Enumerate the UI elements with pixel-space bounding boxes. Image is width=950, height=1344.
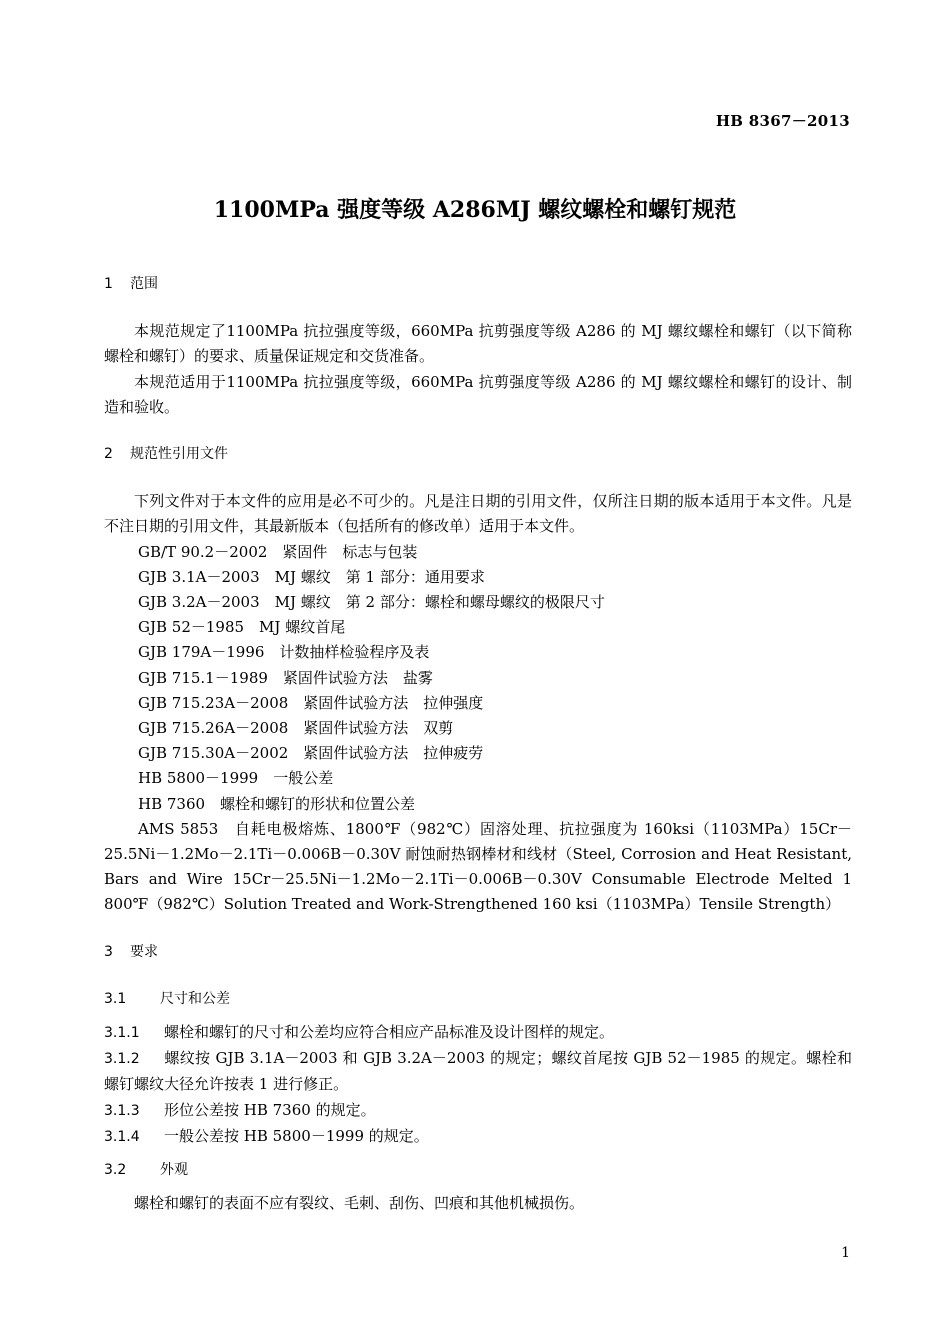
reference-item: GJB 179A－1996 计数抽样检验程序及表 xyxy=(138,643,430,662)
clause-text: 形位公差按 HB 7360 的规定。 xyxy=(164,1100,376,1119)
subsection-title: 外观 xyxy=(160,1162,188,1179)
reference-item: GJB 52－1985 MJ 螺纹首尾 xyxy=(138,618,346,637)
reference-item: HB 5800－1999 一般公差 xyxy=(138,769,334,788)
clause-number: 3.1.2 xyxy=(104,1051,140,1068)
subsection-number: 3.1 xyxy=(104,990,127,1007)
subsection-title: 尺寸和公差 xyxy=(160,990,230,1007)
reference-item: GJB 715.1－1989 紧固件试验方法 盐雾 xyxy=(138,668,433,687)
clause-number: 3.1.1 xyxy=(104,1025,140,1042)
section-1-heading xyxy=(104,272,852,297)
section-title: 规范性引用文件 xyxy=(130,446,228,463)
section-title: 要求 xyxy=(130,943,158,960)
subsection-number: 3.2 xyxy=(104,1162,127,1179)
reference-item: HB 7360 螺栓和螺钉的形状和位置公差 xyxy=(138,794,416,813)
clause-3-1-3 xyxy=(104,1098,852,1124)
clause-text: 一般公差按 HB 5800－1999 的规定。 xyxy=(164,1126,429,1145)
reference-item: GJB 715.23A－2008 紧固件试验方法 拉伸强度 xyxy=(138,693,484,712)
clause-text: 螺栓和螺钉的尺寸和公差均应符合相应产品标准及设计图样的规定。 xyxy=(164,1023,615,1042)
reference-item: GJB 3.1A－2003 MJ 螺纹 第 1 部分：通用要求 xyxy=(138,567,485,586)
section-number: 1 xyxy=(104,276,113,292)
document-body xyxy=(104,272,852,1217)
clause-text: 螺纹按 GJB 3.1A－2003 和 GJB 3.2A－2003 的规定；螺纹首尾按 GJB 52－1985 的规定。螺栓和螺钉螺纹大径允许按表 1 进行修正。 xyxy=(104,1049,852,1094)
reference-item: GJB 715.30A－2002 紧固件试验方法 拉伸疲劳 xyxy=(138,744,484,763)
section-3-heading xyxy=(104,940,852,965)
paragraph: 本规范规定了1100MPa 抗拉强度等级，660MPa 抗剪强度等级 A286 的 MJ 螺纹螺栓和螺钉（以下简称螺栓和螺钉）的要求、质量保证规定和交货准备。 xyxy=(104,322,852,366)
clause-number: 3.1.3 xyxy=(104,1102,140,1119)
paragraph: 本规范适用于1100MPa 抗拉强度等级，660MPa 抗剪强度等级 A286 的 MJ 螺纹螺栓和螺钉的设计、制造和验收。 xyxy=(104,372,852,416)
clause-3-1-1 xyxy=(104,1020,852,1046)
reference-item: GJB 715.26A－2008 紧固件试验方法 双剪 xyxy=(138,719,454,738)
reference-item: GB/T 90.2－2002 紧固件 标志与包装 xyxy=(138,542,418,561)
document-code: HB 8367－2013 xyxy=(715,112,850,130)
paragraph: 螺栓和螺钉的表面不应有裂纹、毛刺、刮伤、凹痕和其他机械损伤。 xyxy=(134,1194,585,1213)
subsection-3-2-heading xyxy=(104,1158,852,1183)
clause-3-1-4 xyxy=(104,1124,852,1150)
clause-3-1-2 xyxy=(104,1046,852,1097)
reference-item: GJB 3.2A－2003 MJ 螺纹 第 2 部分：螺栓和螺母螺纹的极限尺寸 xyxy=(138,593,605,612)
subsection-3-1-heading xyxy=(104,987,852,1012)
reference-item-ams: AMS 5853 自耗电极熔炼、1800℉（982℃）固溶处理、抗拉强度为 160ksi（1103MPa）15Cr－25.5Ni－1.2Mo－2.1Ti－0.006B－0.30V 耐蚀耐热钢棒材和线材（Steel, Corrosion and Heat Resistant, Bars and Wire 15Cr－25.5Ni－1.2Mo－2.1Ti－0.006B－0.30V Consumable Electrode Melted 1 800℉（982℃）Solution Treated and Work-Strengthened 160 ksi（1103MPa）Tensile Strength） xyxy=(104,819,852,914)
clause-number: 3.1.4 xyxy=(104,1128,140,1145)
section-title: 范围 xyxy=(130,276,158,292)
section-number: 2 xyxy=(104,446,113,463)
section-number: 3 xyxy=(104,943,113,960)
paragraph: 下列文件对于本文件的应用是必不可少的。凡是注日期的引用文件，仅所注日期的版本适用于本文件。凡是不注日期的引用文件，其最新版本（包括所有的修改单）适用于本文件。 xyxy=(104,492,852,536)
document-title: 1100MPa 强度等级 A286MJ 螺纹螺栓和螺钉规范 xyxy=(213,197,737,223)
section-2-heading xyxy=(104,442,852,467)
page-number: 1 xyxy=(841,1245,850,1261)
